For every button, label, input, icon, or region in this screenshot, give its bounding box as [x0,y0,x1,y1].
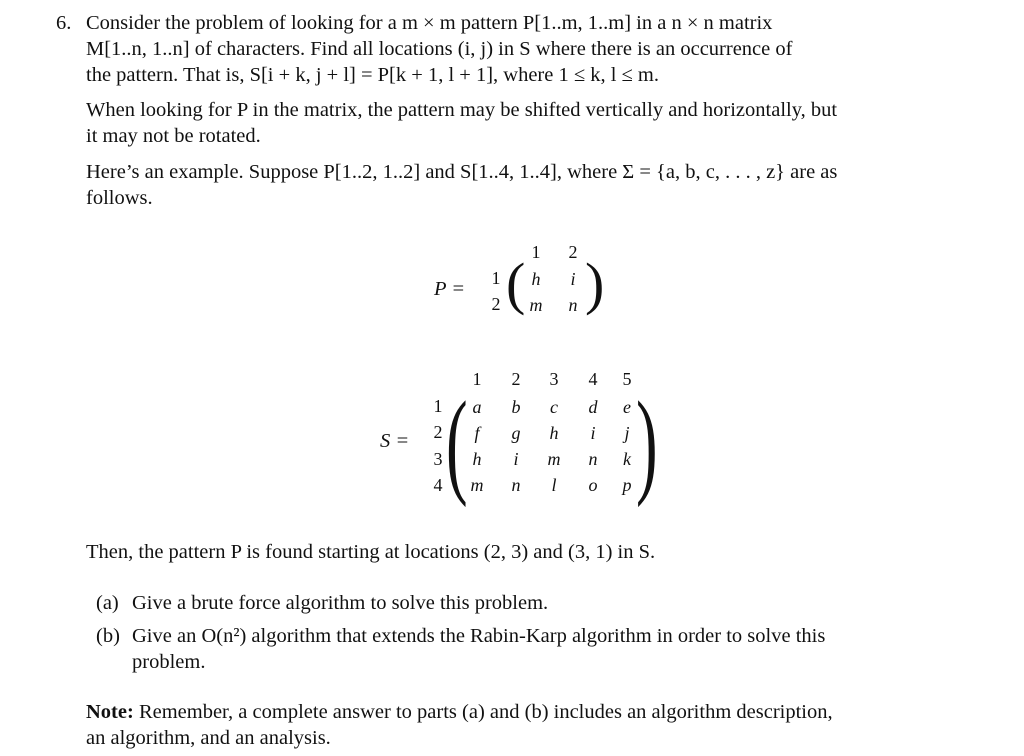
matrix-s-row-header: 1 [433,396,443,416]
matrix-s-cell: n [588,449,598,469]
intro-line-1: Consider the problem of looking for a m × m pattern P[1..m, 1..m] in a n × n matrix [86,12,773,34]
note-line-1-text: Remember, a complete answer to parts (a) and (b) includes an algorithm description, [138,701,833,723]
shift-line-1: When looking for P in the matrix, the pattern may be shifted vertically and horizontally, but [86,99,838,121]
matrix-s-cell: h [549,423,559,443]
matrix-s-col-header: 3 [549,369,559,389]
matrix-s-cell: n [511,475,521,495]
matrix-p-cell: h [531,269,541,289]
example-paragraph [86,159,837,211]
intro-line-2: M[1..n, 1..n] of characters. Find all locations (i, j) in S where there is an occurrence of [86,38,793,60]
matrix-p-row-header: 2 [491,294,501,314]
intro-line-3: the pattern. That is, S[i + k, j + l] = P[k + 1, l + 1], where 1 ≤ k, l ≤ m. [86,64,659,86]
matrix-s-col-header: 5 [622,369,632,389]
matrix-s-label: S = [380,430,410,452]
example-line-1: Here’s an example. Suppose P[1..2, 1..2] and S[1..4, 1..4], where Σ = {a, b, c, . . . , z} are as [86,161,838,183]
matrix-p-label: P = [434,278,466,300]
problem-number: 6. [56,12,72,34]
matrix-p-col-header: 2 [568,242,578,262]
note-label: Note: [86,701,134,723]
matrix-s-cell: m [470,475,484,495]
part-a-label: (a) [96,592,119,614]
matrix-s-cell: g [511,423,521,443]
found-paragraph [86,539,655,565]
matrix-s-row-header: 3 [433,449,443,469]
intro-paragraph [86,10,792,88]
shift-line-2: it may not be rotated. [86,125,261,147]
matrix-p-cell: m [529,295,543,315]
matrix-p-right-paren: ) [585,251,605,316]
note-line-2: an algorithm, and an analysis. [86,727,331,749]
example-line-2: follows. [86,187,153,209]
matrix-p-col-header: 1 [531,242,541,262]
part-a-text: Give a brute force algorithm to solve this problem. [132,592,549,614]
part-b-label: (b) [96,625,120,647]
matrix-s-cell: i [513,449,519,469]
matrix-s-cell: a [472,397,482,417]
matrix-s-cell: c [550,397,558,417]
matrix-s-cell: f [474,423,480,443]
matrix-s-row-header: 2 [433,422,443,442]
matrix-s-cell: p [622,475,632,495]
matrix-s-cell: j [624,423,630,443]
matrix-s-row-header: 4 [433,475,443,495]
matrix-p-left-paren: ( [506,251,526,316]
note-line-1 [86,699,833,725]
matrix-s-cell: h [472,449,482,469]
matrix-s-right-paren: ) [636,377,658,508]
part-b-line-1: Give an O(n²) algorithm that extends the Rabin-Karp algorithm in order to solve this [132,625,826,647]
matrix-s-cell: d [588,397,598,417]
matrix-s-cell: b [511,397,521,417]
matrix-s-cell: l [551,475,557,495]
note-paragraph [86,699,833,751]
matrix-s-cell: e [623,397,631,417]
matrix-s-col-header: 1 [472,369,482,389]
matrix-p-cell: n [568,295,578,315]
matrix-s-cell: m [547,449,561,469]
matrix-p-row-header: 1 [491,268,501,288]
matrix-p-cell: i [570,269,576,289]
matrix-s-col-header: 4 [588,369,598,389]
matrix-s-left-paren: ( [446,377,468,508]
found-line: Then, the pattern P is found starting at locations (2, 3) and (3, 1) in S. [86,541,656,563]
shift-paragraph [86,97,837,149]
part-b-line-2: problem. [132,651,206,673]
matrix-s-cell: o [588,475,598,495]
matrix-s-cell: k [623,449,631,469]
matrix-s-cell: i [590,423,596,443]
matrix-s-col-header: 2 [511,369,521,389]
